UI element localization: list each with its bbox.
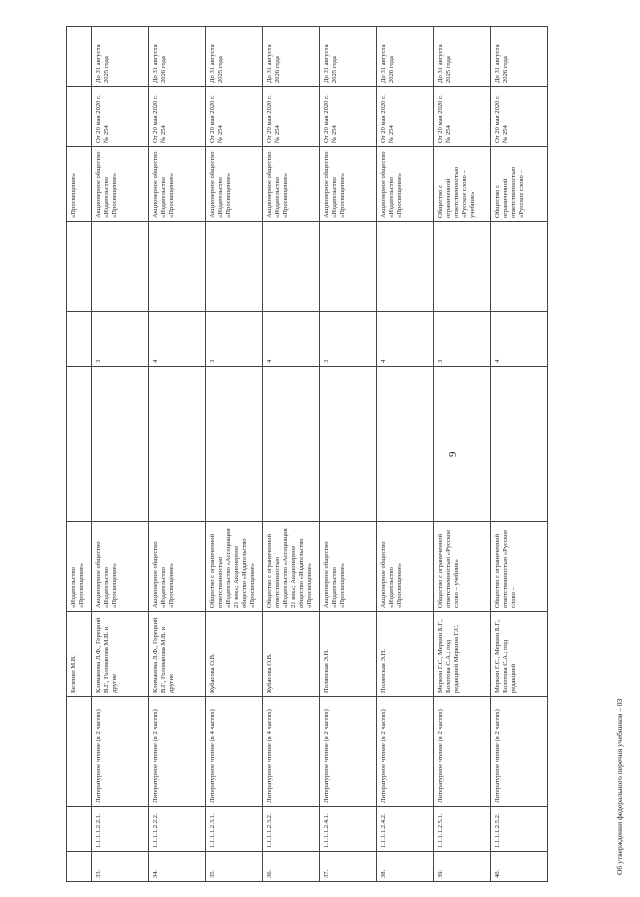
cell-code: 1.1.1.1.2.4.1. — [320, 807, 377, 852]
cell-org: Акционерное общество «Издательство «Просвещение» — [320, 147, 377, 222]
cell-number: 40. — [491, 852, 548, 882]
cell-order: От 20 мая 2020 г. № 254 — [320, 87, 377, 147]
cell-org: Акционерное общество «Издательство «Просвещение» — [377, 147, 434, 222]
cell-grade: 3 — [92, 312, 149, 367]
table-row — [377, 27, 434, 882]
cell-org: Акционерное общество «Издательство «Просвещение» — [92, 147, 149, 222]
cell-number: 35. — [206, 852, 263, 882]
cell-title: Литературное чтение (в 4 частях) — [206, 697, 263, 807]
cell-until: До 31 августа 2026 года — [491, 27, 548, 87]
cell-title: Литературное чтение (в 2 частях) — [434, 697, 491, 807]
page-number: 9 — [447, 451, 459, 457]
cell-authors: Климанова Л.Ф., Горецкий В.Г., Голованова М.В. и другие — [92, 612, 149, 697]
cell-org: Общество с ограниченной ответственностью «Русское слово – — [491, 147, 548, 222]
cell-number: 33. — [92, 852, 149, 882]
cell-publisher: Акционерное общество «Издательство «Просвещение» — [377, 522, 434, 612]
table-row — [92, 27, 149, 882]
cell-number: 39. — [434, 852, 491, 882]
cell-grade: 3 — [206, 312, 263, 367]
cell-authors: Меркин Г.С., Меркин Б.Г., Болотова С.А.; под редакцией Меркина Г.С. — [434, 612, 491, 697]
cell-number: 37. — [320, 852, 377, 882]
cell-until: До 31 августа 2026 года — [149, 27, 206, 87]
cell-publisher: Акционерное общество «Издательство «Просвещение» — [92, 522, 149, 612]
cell-until: До 31 августа 2025 года — [434, 27, 491, 87]
cell-publisher: Акционерное общество «Издательство «Просвещение» — [149, 522, 206, 612]
footnote: Об утверждении федерального перечня учебников – 03 — [615, 698, 624, 875]
cell-org: «Просвещение» — [67, 147, 92, 222]
cell-grade: 4 — [491, 312, 548, 367]
cell-authors: Беленко М.В. — [67, 612, 92, 697]
cell-code: 1.1.1.1.2.5.1. — [434, 807, 491, 852]
cell-order: От 20 мая 2020 г. № 254 — [206, 87, 263, 147]
cell-org: Акционерное общество «Издательство «Просвещение» — [149, 147, 206, 222]
cell-grade: 3 — [434, 312, 491, 367]
cell-order: От 20 мая 2020 г. № 254 — [149, 87, 206, 147]
cell-publisher: Общество с ограниченной ответственностью «Издательство «Ассоциация 21 век»; Акционерное общество «Издательство «Просвещение» — [206, 522, 263, 612]
cell-until: До 31 августа 2025 года — [92, 27, 149, 87]
cell-org: Акционерное общество «Издательство «Просвещение» — [263, 147, 320, 222]
cell-code: 1.1.1.1.2.3.2. — [263, 807, 320, 852]
cell-title: Литературное чтение (в 2 частях) — [491, 697, 548, 807]
cell-number: 38. — [377, 852, 434, 882]
table-row — [206, 27, 263, 882]
cell-title: Литературное чтение (в 2 частях) — [149, 697, 206, 807]
cell-title: Литературное чтение (в 2 частях) — [377, 697, 434, 807]
cell-authors: Кубасова О.В. — [206, 612, 263, 697]
cell-org: Общество с ограниченной ответственностью «Русское слово – учебник» — [434, 147, 491, 222]
cell-number: 36. — [263, 852, 320, 882]
cell-title: Литературное чтение (в 2 частях) — [92, 697, 149, 807]
cell-order: От 20 мая 2020 г. № 254 — [434, 87, 491, 147]
cell-grade: 4 — [149, 312, 206, 367]
cell-order: От 20 мая 2020 г. № 254 — [491, 87, 548, 147]
cell-until: До 31 августа 2026 года — [263, 27, 320, 87]
cell-authors: Климанова Л.Ф., Горецкий В.Г., Голованова М.В. и другие — [149, 612, 206, 697]
cell-until: До 31 августа 2026 года — [377, 27, 434, 87]
cell-title: Литературное чтение (в 4 частях) — [263, 697, 320, 807]
cell-order: От 20 мая 2020 г. № 254 — [377, 87, 434, 147]
cell-publisher: «Издательство «Просвещение» — [67, 522, 92, 612]
table-row-continued — [67, 27, 92, 882]
cell-code: 1.1.1.1.2.5.2. — [491, 807, 548, 852]
cell-code: 1.1.1.1.2.4.2. — [377, 807, 434, 852]
cell-grade: 4 — [263, 312, 320, 367]
table-row — [149, 27, 206, 882]
cell-number: 34. — [149, 852, 206, 882]
table-row — [491, 27, 548, 882]
cell-authors: Полянская Э.Н. — [320, 612, 377, 697]
table-row — [320, 27, 377, 882]
cell-grade: 4 — [377, 312, 434, 367]
cell-publisher: Общество с ограниченной ответственностью «Русское слово – учебник» — [434, 522, 491, 612]
cell-authors: Полянская Э.Н. — [377, 612, 434, 697]
cell-publisher: Общество с ограниченной ответственностью «Русское слово – — [491, 522, 548, 612]
cell-order: От 20 мая 2020 г. № 254 — [92, 87, 149, 147]
cell-code: 1.1.1.1.2.2.1. — [92, 807, 149, 852]
cell-publisher: Акционерное общество «Издательство «Просвещение» — [320, 522, 377, 612]
cell-publisher: Общество с ограниченной ответственностью «Издательство «Ассоциация 21 век»; Акционерное общество «Издательство «Просвещение» — [263, 522, 320, 612]
cell-org: Акционерное общество «Издательство «Просвещение» — [206, 147, 263, 222]
cell-authors: Кубасова О.В. — [263, 612, 320, 697]
cell-code: 1.1.1.1.2.2.2. — [149, 807, 206, 852]
cell-code: 1.1.1.1.2.3.1. — [206, 807, 263, 852]
cell-grade: 3 — [320, 312, 377, 367]
textbook-table — [66, 26, 548, 882]
cell-order: От 20 мая 2020 г. № 254 — [263, 87, 320, 147]
cell-title: Литературное чтение (в 2 частях) — [320, 697, 377, 807]
table-row — [434, 27, 491, 882]
table-row — [263, 27, 320, 882]
cell-until: До 31 августа 2025 года — [206, 27, 263, 87]
cell-until: До 31 августа 2025 года — [320, 27, 377, 87]
cell-authors: Меркин Г.С., Меркин Б.Г., Болотова С.А.; под редакцией — [491, 612, 548, 697]
